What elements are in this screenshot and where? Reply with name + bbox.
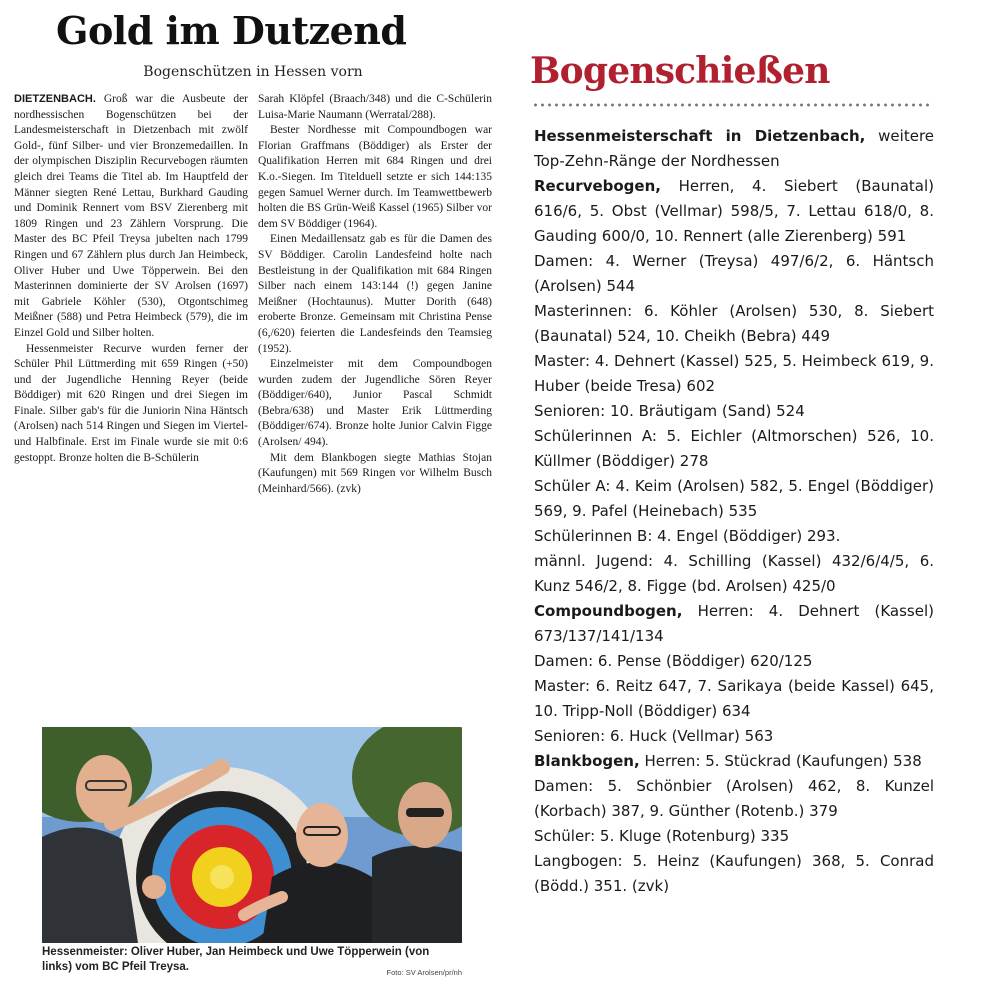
results-text: Schüler: 5. Kluge (Rotenburg) 335 <box>534 827 790 845</box>
results-paragraph <box>534 649 934 674</box>
results-heading: Hessenmeisterschaft in Dietzenbach, <box>534 127 866 145</box>
results-paragraph <box>534 724 934 749</box>
results-text: Herren: 5. Stückrad (Kaufungen) 538 <box>639 752 922 770</box>
results-text: Schülerinnen B: 4. Engel (Böddiger) 293. <box>534 527 841 545</box>
results-paragraph <box>534 349 934 399</box>
results-paragraph <box>534 474 934 524</box>
results-text: Herren: 4. Dehnert (Kassel) 673/137/141/134 <box>534 602 934 645</box>
results-paragraph <box>534 299 934 349</box>
results-text: Damen: 4. Werner (Treysa) 497/6/2, 6. Häntsch (Arolsen) 544 <box>534 252 934 295</box>
results-paragraph <box>534 124 934 174</box>
results-text: Master: 4. Dehnert (Kassel) 525, 5. Heimbeck 619, 9. Huber (beide Tresa) 602 <box>534 352 934 395</box>
results-text: Senioren: 6. Huck (Vellmar) 563 <box>534 727 774 745</box>
article-column-2 <box>258 92 492 497</box>
article <box>14 0 502 1000</box>
results-paragraph <box>534 824 934 849</box>
article-paragraph: Hessenmeister Recurve wurden ferner der Schüler Phil Lüttmerding mit 659 Ringen (+50) und der Jugendliche Henning Reyer (beide Böddiger) mit 620 Ringen und drei Siegen im Finale. Silber gab's für die Juniorin Nina Häntsch (Arolsen) nach 514 Ringen und Siegen im Viertel- und Halbfinale. Erst im Finale wurde sie mit 0:6 gestoppt. Bronze holten die B-Schülerin <box>14 342 248 464</box>
article-body <box>14 92 492 497</box>
paragraph-text: Groß war die Ausbeute der nordhessischen Bogenschützen bei der Landesmeisterschaft in Dietzenbach mit zwölf Gold-, fünf Silber- und vier Bronzemedaillen. In der olympischen Disziplin Recurvebogen räumten gleich drei Teams die Titel ab. Im Hauptfeld der Männer siegten René Lettau, Burkhard Gauding und Dominik Rennert vom BSV Zierenberg mit 1809 Ringen und 23 Zählern Vorsprung. Die Master des BC Pfeil Treysa jubelten nach 1799 Ringen und 67 Zählern plus durch Jan Heimbeck, Oliver Huber und Uwe Töpperwein. Bei den Masterinnen dominierte der SV Arolsen (1697) mit Gabriele Köhler (530), Otgontschimeg Meißner (588) und Petra Heimbeck (579), die im Einzel Gold und Silber holten. <box>14 93 248 339</box>
results-paragraph <box>534 399 934 424</box>
results-text: Masterinnen: 6. Köhler (Arolsen) 530, 8. Siebert (Baunatal) 524, 10. Cheikh (Bebra) 449 <box>534 302 934 345</box>
dotted-divider <box>532 103 930 107</box>
results-text: Senioren: 10. Bräutigam (Sand) 524 <box>534 402 805 420</box>
article-paragraph <box>14 92 248 342</box>
results-paragraph <box>534 424 934 474</box>
results-text: Damen: 5. Schönbier (Arolsen) 462, 8. Kunzel (Korbach) 387, 9. Günther (Rotenb.) 379 <box>534 777 934 820</box>
results-text: männl. Jugend: 4. Schilling (Kassel) 432/6/4/5, 6. Kunz 546/2, 8. Figge (bd. Arolsen) 425/0 <box>534 552 934 595</box>
article-paragraph: Einen Medaillensatz gab es für die Damen des SV Böddiger. Carolin Landesfeind holte nach Bestleistung in der Qualifikation mit 684 Ringen Silber nach einem 143:144 (!) gegen Janine Meißner (Hochtaunus). Mutter Dorith (648) eroberte Bronze. Gemeinsam mit Christina Pense (6,/620) feierten die Landesfeinds den Teamsieg (1952). <box>258 233 492 355</box>
results-text: Langbogen: 5. Heinz (Kaufungen) 368, 5. Conrad (Bödd.) 351. (zvk) <box>534 852 934 895</box>
results-text: Master: 6. Reitz 647, 7. Sarikaya (beide Kassel) 645, 10. Tripp-Noll (Böddiger) 634 <box>534 677 934 720</box>
photo-caption <box>42 945 462 980</box>
results-paragraph <box>534 249 934 299</box>
results-paragraph <box>534 174 934 249</box>
results-paragraph <box>534 849 934 899</box>
results-text: Herren, 4. Siebert (Baunatal) 616/6, 5. Obst (Vellmar) 598/5, 7. Lettau 618/0, 8. Gauding 600/0, 10. Rennert (alle Zierenberg) 591 <box>534 177 934 245</box>
results-paragraph <box>534 549 934 599</box>
caption-text: Hessenmeister: Oliver Huber, Jan Heimbeck und Uwe Töpperwein (von links) vom BC Pfeil Treysa. <box>42 946 430 973</box>
results-paragraph <box>534 774 934 824</box>
article-column-1 <box>14 92 248 497</box>
results-text: weitere Top-Zehn-Ränge der Nordhessen <box>534 127 935 170</box>
subheadline: Bogenschützen in Hessen vorn <box>143 64 363 80</box>
news-photo <box>42 727 462 943</box>
results-box <box>530 0 942 1000</box>
article-paragraph: Einzelmeister mit dem Compoundbogen wurden zudem der Jugendliche Sören Reyer (Böddiger/640), Junior Pascal Schmidt (Bebra/638) und Master Erik Lüttmerding (Böddiger/674). Bronze holte Junior Calvin Figge (Arolsen/ 494). <box>258 358 492 449</box>
dateline: DIETZENBACH. <box>14 93 96 105</box>
results-paragraph <box>534 599 934 649</box>
results-heading: Recurvebogen, <box>534 177 661 195</box>
results-text: Damen: 6. Pense (Böddiger) 620/125 <box>534 652 813 670</box>
headline: Gold im Dutzend <box>56 8 407 53</box>
results-paragraph <box>534 524 934 549</box>
section-title: Bogenschießen <box>530 50 830 92</box>
article-paragraph: Mit dem Blankbogen siegte Mathias Stojan (Kaufungen) mit 569 Ringen vor Wilhelm Busch (Meinhard/566). (zvk) <box>258 451 492 495</box>
article-paragraph: Sarah Klöpfel (Braach/348) und die C-Schülerin Luisa-Marie Naumann (Werratal/288). <box>258 93 492 121</box>
results-heading: Compoundbogen, <box>534 602 683 620</box>
results-list <box>534 124 934 899</box>
article-paragraph: Bester Nordhesse mit Compoundbogen war Florian Graffmans (Böddiger) als Erster der Qualifikation Herren mit 684 Ringen und drei K.o.-Siegen. Im Titelduell setzte er sich 144:135 gegen Samuel Werner durch. Im Teamwettbewerb holten die BS Grün-Weiß Kassel (1965) Silber vor dem SV Böddiger (1964). <box>258 124 492 230</box>
results-text: Schüler A: 4. Keim (Arolsen) 582, 5. Engel (Böddiger) 569, 9. Pafel (Heinebach) 535 <box>534 477 934 520</box>
photo-credit: Foto: SV Arolsen/pr/nh <box>386 968 462 977</box>
results-heading: Blankbogen, <box>534 752 640 770</box>
results-paragraph <box>534 674 934 724</box>
results-paragraph <box>534 749 934 774</box>
results-text: Schülerinnen A: 5. Eichler (Altmorschen) 526, 10. Küllmer (Böddiger) 278 <box>534 427 934 470</box>
